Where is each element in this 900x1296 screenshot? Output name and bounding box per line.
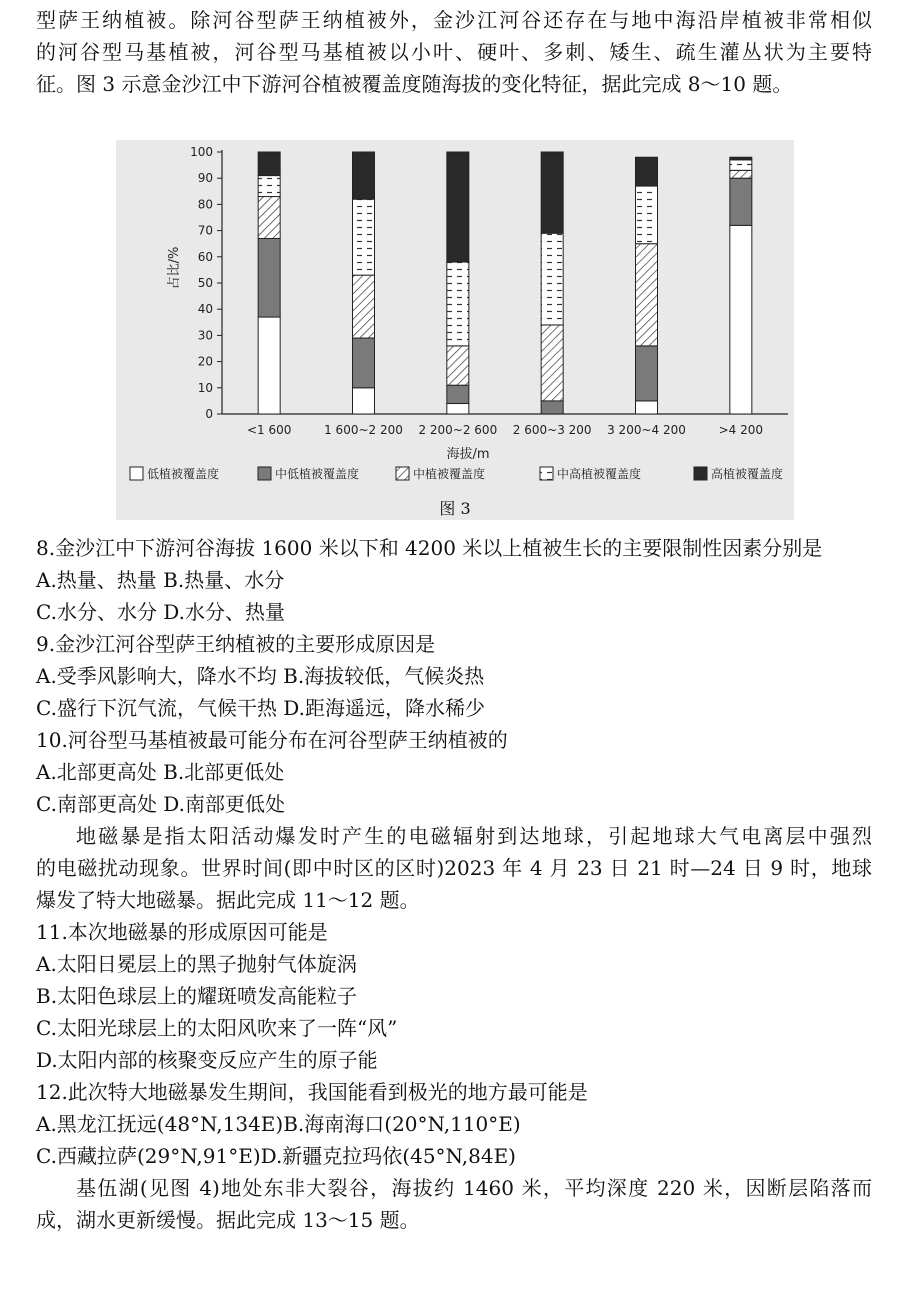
bar-segment (730, 160, 752, 170)
legend-label: 中低植被覆盖度 (275, 467, 360, 481)
bar-segment (353, 388, 375, 414)
y-tick-label: 10 (197, 380, 213, 395)
bar-segment (730, 157, 752, 160)
q10-options-cd: C.南部更高处 D.南部更低处 (36, 792, 285, 816)
x-tick-label: 3 200~4 200 (607, 423, 686, 437)
passage2-line-1: 地磁暴是指太阳活动爆发时产生的电磁辐射到达地球，引起地球大气电离层中强烈 (76, 824, 872, 848)
bar-segment (258, 152, 280, 176)
legend-swatch (396, 467, 409, 480)
legend-swatch (694, 467, 707, 480)
y-axis-label: 占比/% (167, 246, 182, 290)
bar-segment (730, 170, 752, 178)
legend-label: 中植被覆盖度 (413, 467, 486, 481)
q9-options-ab: A.受季风影响大，降水不均 B.海拔较低，气候炎热 (36, 664, 485, 688)
passage2-line-2: 的电磁扰动现象。世界时间(即中时区的区时)2023 年 4 月 23 日 21 时—24 日 9 时，地球 (36, 856, 872, 880)
y-tick-label: 70 (197, 223, 213, 238)
bar-segment (541, 233, 563, 325)
bar-segment (258, 176, 280, 197)
legend-swatch (258, 467, 271, 480)
bar-segment (447, 385, 469, 403)
x-tick-label: 2 200~2 600 (418, 423, 498, 437)
bar-segment (636, 346, 658, 401)
q8-options-cd: C.水分、水分 D.水分、热量 (36, 600, 285, 624)
bar-segment (353, 275, 375, 338)
legend-swatch (130, 467, 143, 480)
x-tick-label: 1 600~2 200 (324, 423, 403, 437)
passage3-line-1: 基伍湖(见图 4)地处东非大裂谷，海拔约 1460 米，平均深度 220 米，因断层陷落而 (76, 1176, 872, 1200)
x-tick-label: <1 600 (246, 423, 292, 437)
y-tick-label: 80 (197, 197, 213, 212)
bar-segment (541, 325, 563, 401)
y-tick-label: 100 (190, 145, 213, 159)
q11-option-b: B.太阳色球层上的耀斑喷发高能粒子 (36, 984, 358, 1008)
legend-label: 高植被覆盖度 (711, 467, 784, 481)
bar-segment (353, 152, 375, 199)
q11-option-c: C.太阳光球层上的太阳风吹来了一阵“风” (36, 1016, 398, 1040)
y-tick-label: 50 (197, 276, 213, 290)
bar-segment (730, 178, 752, 225)
x-axis-label: 海拔/m (446, 447, 490, 462)
q11-stem: 11.本次地磁暴的形成原因可能是 (36, 920, 328, 944)
x-tick-label: >4 200 (718, 423, 764, 437)
bar-segment (636, 244, 658, 346)
legend-swatch (540, 467, 553, 480)
figure-caption: 图 3 (439, 499, 471, 518)
y-tick-label: 30 (197, 328, 213, 343)
bar-segment (541, 152, 563, 233)
y-tick-label: 90 (197, 171, 213, 186)
passage2-line-3: 爆发了特大地磁暴。据此完成 11～12 题。 (36, 888, 420, 912)
legend-label: 中高植被覆盖度 (557, 467, 642, 481)
q11-option-a: A.太阳日冕层上的黑子抛射气体旋涡 (36, 952, 357, 976)
intro-line-1: 型萨王纳植被。除河谷型萨王纳植被外，金沙江河谷还存在与地中海沿岸植被非常相似 (36, 8, 872, 32)
q12-options-ab: A.黑龙江抚远(48°N,134E)B.海南海口(20°N,110°E) (36, 1112, 521, 1136)
y-tick-label: 60 (197, 249, 213, 264)
bar-segment (258, 317, 280, 414)
bar-segment (353, 338, 375, 388)
bar-segment (447, 262, 469, 346)
y-tick-label: 20 (197, 354, 213, 369)
figure-3 (116, 140, 794, 520)
bar-segment (353, 199, 375, 275)
q9-options-cd: C.盛行下沉气流，气候干热 D.距海遥远，降水稀少 (36, 696, 485, 720)
bar-segment (541, 401, 563, 414)
q8-options-ab: A.热量、热量 B.热量、水分 (36, 568, 285, 592)
passage3-line-2: 成，湖水更新缓慢。据此完成 13～15 题。 (36, 1208, 420, 1232)
bar-segment (447, 346, 469, 385)
stacked-bar-chart (116, 140, 794, 520)
bar-segment (636, 186, 658, 244)
legend-label: 低植被覆盖度 (147, 467, 220, 481)
q9-stem: 9.金沙江河谷型萨王纳植被的主要形成原因是 (36, 632, 436, 656)
y-tick-label: 40 (197, 302, 213, 317)
q12-options-cd: C.西藏拉萨(29°N,91°E)D.新疆克拉玛依(45°N,84E) (36, 1144, 516, 1168)
intro-line-3: 征。图 3 示意金沙江中下游河谷植被覆盖度随海拔的变化特征，据此完成 8～10 题。 (36, 72, 793, 96)
bar-segment (447, 404, 469, 414)
bar-segment (636, 157, 658, 186)
x-tick-label: 2 600~3 200 (512, 423, 592, 437)
q11-option-d: D.太阳内部的核聚变反应产生的原子能 (36, 1048, 378, 1072)
bar-segment (636, 401, 658, 414)
q12-stem: 12.此次特大地磁暴发生期间，我国能看到极光的地方最可能是 (36, 1080, 588, 1104)
bar-segment (447, 152, 469, 262)
bar-segment (730, 225, 752, 414)
bar-segment (258, 238, 280, 317)
bar-segment (258, 197, 280, 239)
q10-stem: 10.河谷型马基植被最可能分布在河谷型萨王纳植被的 (36, 728, 508, 752)
q8-stem: 8.金沙江中下游河谷海拔 1600 米以下和 4200 米以上植被生长的主要限制性因素分别是 (36, 536, 823, 560)
y-tick-label: 0 (205, 407, 213, 421)
intro-line-2: 的河谷型马基植被，河谷型马基植被以小叶、硬叶、多刺、矮生、疏生灌丛状为主要特 (36, 40, 872, 64)
q10-options-ab: A.北部更高处 B.北部更低处 (36, 760, 285, 784)
